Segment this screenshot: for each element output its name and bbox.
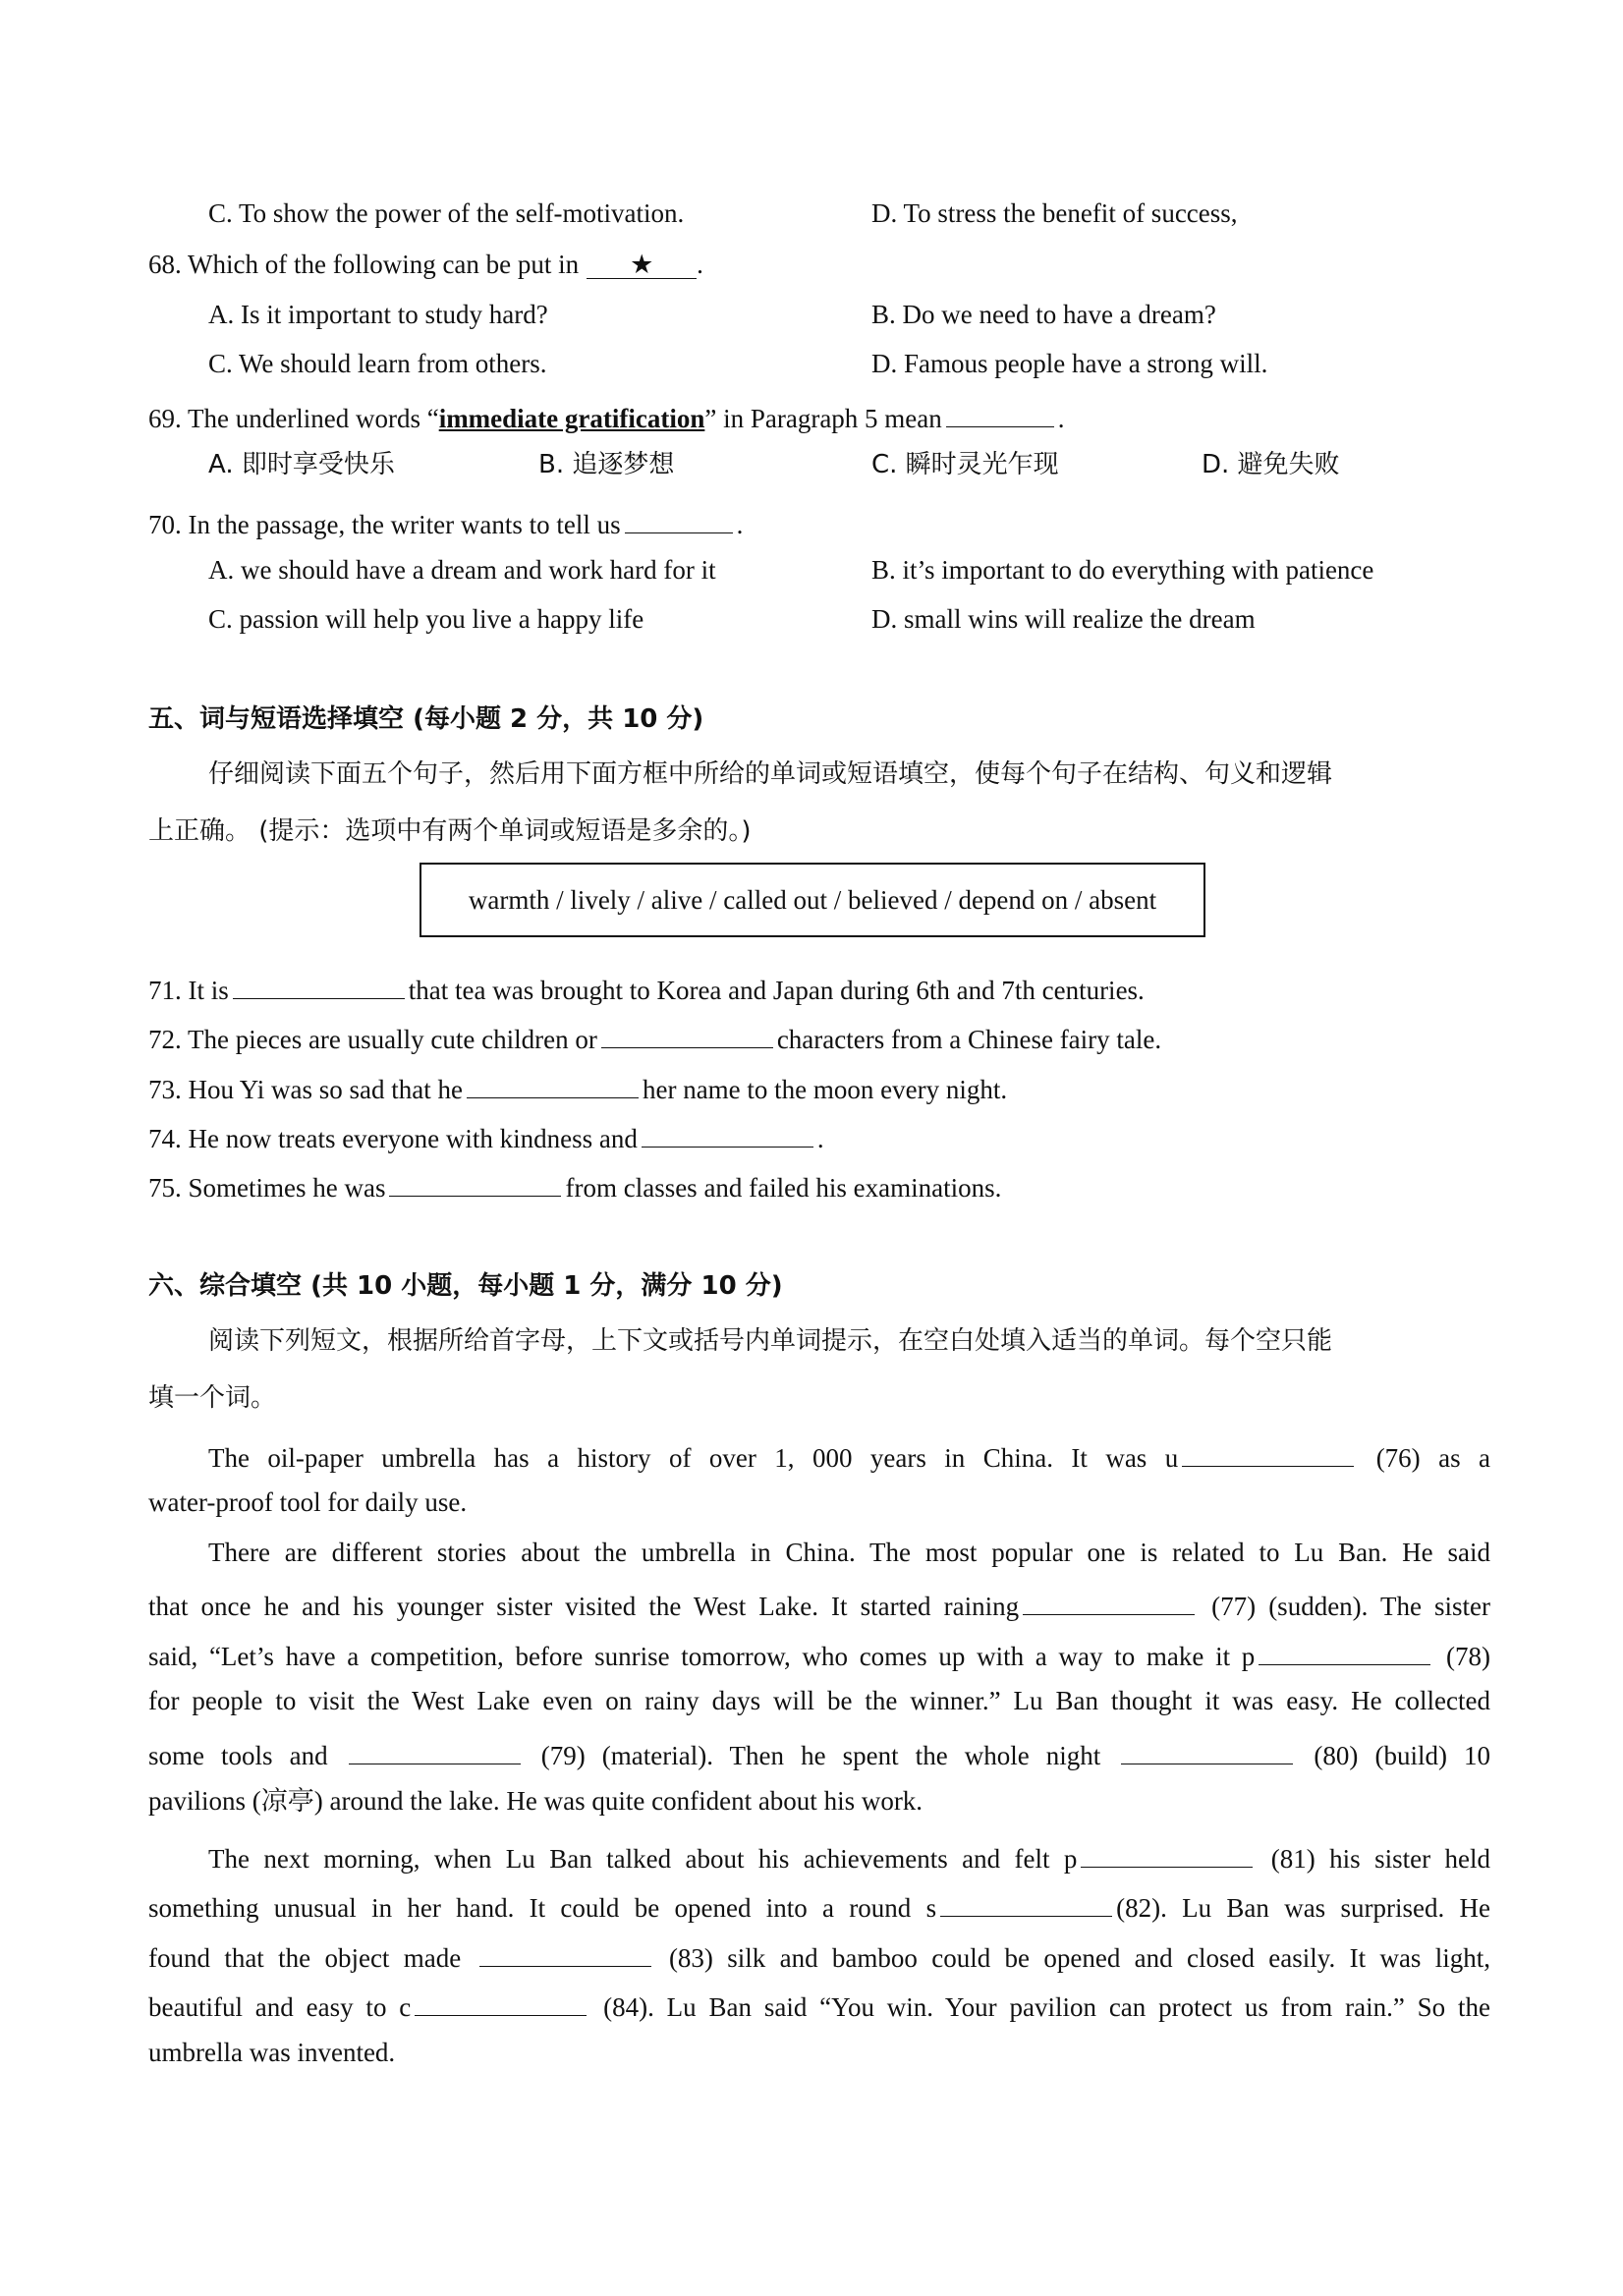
q69-option-c: C. 瞬时灵光乍现 <box>871 450 1059 479</box>
q68-option-d: D. Famous people have a strong will. <box>871 349 1268 378</box>
underlined-term: immediate gratification <box>438 404 705 433</box>
q74: 74. He now treats everyone with kindness and . <box>148 1121 824 1152</box>
star-icon: ★ <box>630 250 654 279</box>
q68-stem: 68. Which of the following can be put in ★ . <box>148 250 703 279</box>
section6-heading: 六、综合填空 (共 10 小题，每小题 1 分，满分 10 分) <box>148 1271 783 1301</box>
q68-option-c: C. We should learn from others. <box>208 349 547 378</box>
q67-option-d: D. To stress the benefit of success, <box>871 198 1238 228</box>
passage-p3-line3: found that the object made (83) silk and bamboo could be opened and closed easily. It was light, <box>148 1940 1490 1972</box>
passage-p2-line5: some tools and (79) (material). Then he spent the whole night (80) (build) 10 <box>148 1738 1490 1769</box>
answer-blank <box>1023 1589 1195 1615</box>
q71: 71. It is that tea was brought to Korea and Japan during 6th and 7th centuries. <box>148 973 1145 1004</box>
section5-instructions-line1: 仔细阅读下面五个句子，然后用下面方框中所给的单词或短语填空，使每个句子在结构、句义和逻辑 <box>208 759 1333 789</box>
answer-blank <box>940 1890 1112 1917</box>
passage-p2-line3: said, “Let’s have a competition, before sunrise tomorrow, who comes up with a way to make it p (78) <box>148 1639 1490 1670</box>
passage-p2-line1: There are different stories about the umbrella in China. The most popular one is related to Lu Ban. He said <box>208 1538 1490 1567</box>
q69-option-b: B. 追逐梦想 <box>538 450 675 479</box>
q75: 75. Sometimes he was from classes and failed his examinations. <box>148 1170 1001 1202</box>
answer-blank <box>349 1738 521 1764</box>
answer-blank <box>389 1170 561 1197</box>
passage-p1-line1: The oil-paper umbrella has a history of over 1, 000 years in China. It was u (76) as a <box>208 1440 1490 1472</box>
section5-instructions-line2: 上正确。 (提示：选项中有两个单词或短语是多余的。) <box>148 816 752 846</box>
q67-option-c: C. To show the power of the self-motivation. <box>208 198 685 228</box>
passage-p3-line4: beautiful and easy to c (84). Lu Ban said “You win. Your pavilion can protect us from rain.” So the <box>148 1989 1490 2021</box>
star-blank <box>587 252 697 279</box>
q70-option-a: A. we should have a dream and work hard for it <box>208 555 716 585</box>
answer-blank <box>1259 1639 1430 1665</box>
q69-stem: 69. The underlined words “immediate gratification” in Paragraph 5 mean . <box>148 401 1065 432</box>
q70-option-c: C. passion will help you live a happy life <box>208 604 644 634</box>
answer-blank <box>1121 1738 1293 1764</box>
q73: 73. Hou Yi was so sad that he her name to the moon every night. <box>148 1072 1007 1103</box>
q68-option-b: B. Do we need to have a dream? <box>871 300 1216 329</box>
section6-instructions-line1: 阅读下列短文，根据所给首字母，上下文或括号内单词提示，在空白处填入适当的单词。每个空只能 <box>208 1326 1333 1356</box>
passage-p3-line5: umbrella was invented. <box>148 2038 396 2067</box>
q72: 72. The pieces are usually cute children or characters from a Chinese fairy tale. <box>148 1022 1161 1053</box>
answer-blank <box>625 507 733 533</box>
q68-option-a: A. Is it important to study hard? <box>208 300 548 329</box>
q70-stem: 70. In the passage, the writer wants to tell us . <box>148 507 743 538</box>
answer-blank <box>479 1940 651 1967</box>
passage-p2-line6: pavilions (凉亭) around the lake. He was quite confident about his work. <box>148 1786 923 1816</box>
word-box <box>420 863 1205 937</box>
word-box-text: warmth / lively / alive / called out / believed / depend on / absent <box>468 884 1157 915</box>
answer-blank <box>1182 1440 1354 1467</box>
passage-p2-line4: for people to visit the West Lake even on rainy days will be the winner.” Lu Ban thought it was easy. He collected <box>148 1686 1490 1715</box>
answer-blank <box>946 401 1054 427</box>
answer-blank <box>1081 1841 1253 1868</box>
q70-option-b: B. it’s important to do everything with patience <box>871 555 1374 585</box>
q69-option-a: A. 即时享受快乐 <box>208 450 395 479</box>
answer-blank <box>601 1022 773 1048</box>
answer-blank <box>467 1072 639 1098</box>
q70-option-d: D. small wins will realize the dream <box>871 604 1256 634</box>
passage-p3-line2: something unusual in her hand. It could be opened into a round s (82). Lu Ban was surprised. He <box>148 1890 1490 1922</box>
answer-blank <box>233 973 405 999</box>
answer-blank <box>415 1989 587 2016</box>
passage-p1-line2: water-proof tool for daily use. <box>148 1487 468 1517</box>
answer-blank <box>642 1121 813 1148</box>
passage-p3-line1: The next morning, when Lu Ban talked about his achievements and felt p (81) his sister held <box>208 1841 1490 1873</box>
section5-heading: 五、词与短语选择填空 (每小题 2 分，共 10 分) <box>148 704 704 734</box>
section6-instructions-line2: 填一个词。 <box>148 1383 277 1413</box>
passage-p2-line2: that once he and his younger sister visited the West Lake. It started raining (77) (sudden). The sister <box>148 1589 1490 1620</box>
q69-option-d: D. 避免失败 <box>1202 450 1340 479</box>
